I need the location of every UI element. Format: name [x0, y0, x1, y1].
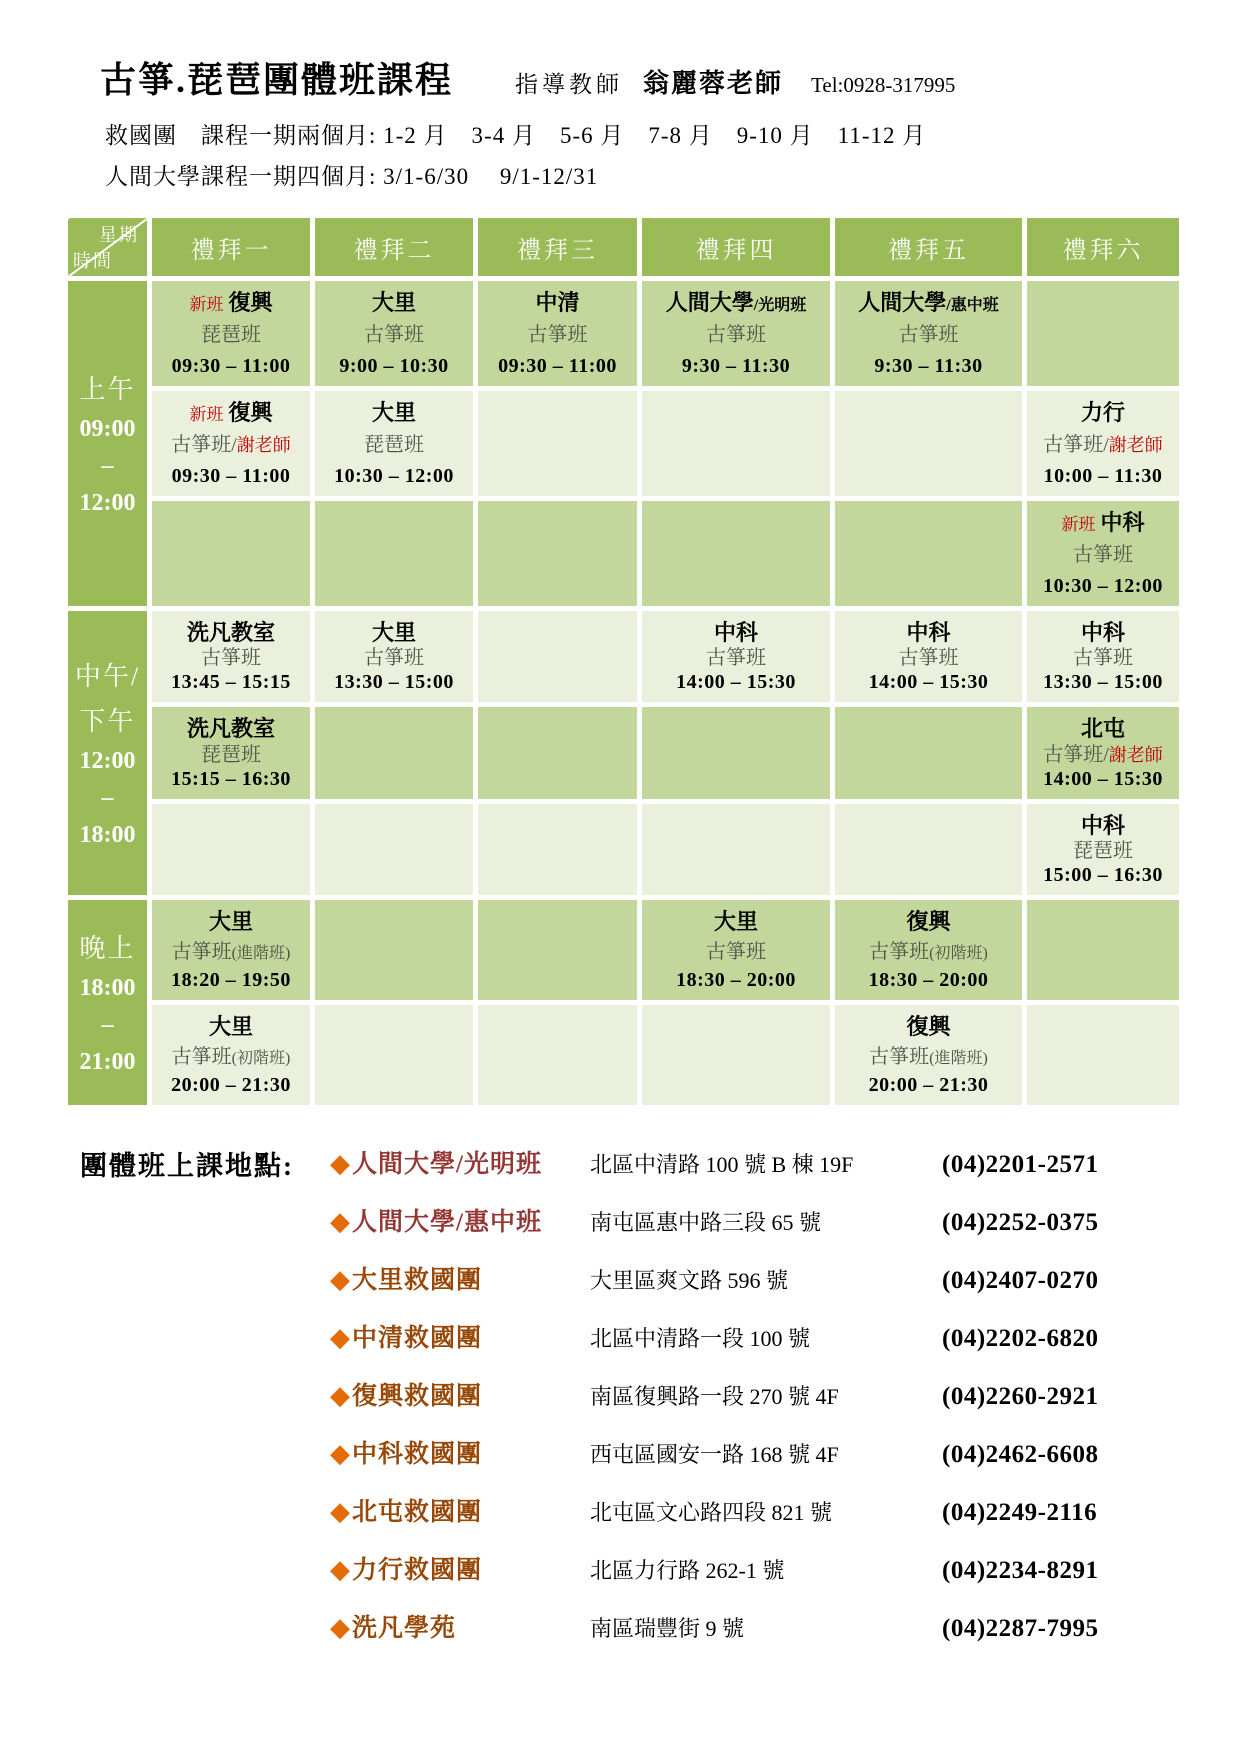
empty-cell: [640, 499, 833, 609]
phone-number: Tel:0928-317995: [811, 73, 956, 97]
new-class-badge: 新班: [1061, 515, 1096, 534]
class-location: 中科: [1080, 620, 1125, 645]
class-location: 人間大學: [665, 290, 754, 315]
empty-cell: [833, 801, 1025, 897]
class-location-line: [154, 620, 308, 646]
location-phone: (04)2202-6820: [942, 1325, 1099, 1353]
time-label-line: –: [101, 452, 114, 479]
empty-cell: [833, 705, 1025, 801]
empty-cell: [640, 1003, 833, 1108]
class-location: 大里: [371, 290, 416, 315]
class-cell: [640, 609, 833, 705]
empty-cell: [1025, 898, 1182, 1003]
class-name-line: [154, 433, 308, 457]
diamond-icon: ◆: [330, 1497, 350, 1527]
class-time: 14:00 – 15:30: [1043, 767, 1163, 790]
empty-cell: [150, 499, 313, 609]
class-cell: [150, 1003, 313, 1108]
location-item: [330, 1318, 1098, 1355]
location-address: 北屯區文心路四段 821 號: [590, 1500, 833, 1526]
class-location: 洗凡教室: [186, 620, 275, 645]
corner-time-label: 時間: [73, 251, 113, 271]
class-cell: [833, 1003, 1025, 1108]
time-label-line: 09:00: [79, 415, 136, 442]
class-cell-content: [1027, 501, 1179, 606]
class-name-line: [1029, 839, 1177, 863]
empty-cell: [313, 898, 476, 1003]
class-cell: [313, 389, 476, 499]
class-location: 大里: [371, 620, 416, 645]
time-label-line: –: [101, 784, 114, 811]
schedule-row: [66, 1003, 1182, 1108]
class-time: 09:30 – 11:00: [171, 354, 291, 377]
class-name: 古箏班: [1073, 544, 1133, 567]
time-label-line: 上午: [79, 374, 136, 404]
class-cell-content: [1027, 611, 1179, 702]
class-cell: [150, 609, 313, 705]
class-name: 古箏班: [869, 940, 930, 963]
day-header-mon: 禮拜一: [150, 216, 313, 279]
diamond-icon: ◆: [330, 1555, 350, 1585]
locations-label: 團體班上課地點:: [80, 1151, 294, 1182]
location-phone: (04)2252-0375: [942, 1209, 1099, 1237]
location-name: 復興救國團: [352, 1383, 483, 1411]
diamond-icon: ◆: [330, 1265, 350, 1295]
empty-cell: [313, 499, 476, 609]
empty-cell: [833, 499, 1025, 609]
class-name-line: [644, 646, 828, 670]
class-location: 中清: [535, 290, 580, 315]
location-name: 北屯救國團: [352, 1499, 483, 1527]
teacher-name: 謝老師: [1108, 435, 1163, 456]
class-name-line: [480, 323, 635, 347]
class-name-line: [154, 940, 308, 964]
page-title: 古箏.琵琶團體班課程: [100, 60, 454, 100]
class-level: (進階班): [231, 944, 291, 962]
class-cell: [833, 898, 1025, 1003]
class-cell-content: [1027, 804, 1179, 895]
class-location-line: [837, 909, 1020, 935]
class-location: 中科: [906, 620, 951, 645]
location-address: 北區力行路 262-1 號: [590, 1558, 785, 1584]
instructor-label: 指導教師: [515, 72, 624, 97]
class-cell: [1025, 801, 1182, 897]
class-name-line: [1029, 543, 1177, 567]
empty-cell: [476, 389, 640, 499]
class-cell-content: [835, 900, 1022, 1000]
class-cell-content: [152, 707, 310, 798]
class-location-line: [154, 716, 308, 742]
class-location: 大里: [208, 1014, 253, 1040]
time-label-line: 晚上: [79, 933, 136, 963]
empty-cell: [476, 609, 640, 705]
location-phone: (04)2249-2116: [942, 1499, 1098, 1527]
class-location-line: [1029, 813, 1177, 839]
class-time: 9:30 – 11:30: [681, 354, 791, 377]
class-name: 琵琶班: [201, 743, 261, 766]
location-phone: (04)2201-2571: [942, 1151, 1099, 1179]
location-name: 洗凡學苑: [352, 1615, 457, 1643]
class-name: 琵琶班: [1073, 840, 1133, 863]
class-location-line: [837, 620, 1020, 646]
day-header-fri: 禮拜五: [833, 216, 1025, 279]
class-cell: [313, 609, 476, 705]
schedule-row: [66, 279, 1182, 389]
diamond-icon: ◆: [330, 1439, 350, 1469]
class-name-line: [837, 646, 1020, 670]
term-info-line-1: 救國團 課程一期兩個月: 1-2 月 3-4 月 5-6 月 7-8 月 9-10 月 11-12 月: [105, 123, 927, 148]
class-location: 北屯: [1080, 716, 1125, 742]
locations-section: [80, 1144, 1241, 1666]
class-time: 14:00 – 15:30: [676, 671, 796, 694]
empty-cell: [833, 389, 1025, 499]
location-item: [330, 1550, 1098, 1587]
class-cell: [150, 705, 313, 801]
class-name-line: [1029, 433, 1177, 457]
time-block-label: [66, 609, 150, 898]
class-location: 復興: [906, 909, 951, 935]
class-time: 9:00 – 10:30: [339, 354, 449, 377]
location-name: 力行救國團: [352, 1557, 483, 1585]
class-name-line: [644, 323, 828, 347]
class-name: 古箏班: [171, 940, 232, 963]
class-time: 13:30 – 15:00: [1043, 671, 1163, 694]
class-location-line: [317, 620, 471, 646]
location-phone: (04)2287-7995: [942, 1615, 1099, 1643]
class-name: 古箏班: [706, 324, 766, 347]
time-label-line: 21:00: [79, 1048, 136, 1075]
schedule-row: [66, 609, 1182, 705]
class-cell: [150, 898, 313, 1003]
class-name: 琵琶班: [364, 434, 424, 457]
location-address: 南區復興路一段 270 號 4F: [590, 1384, 839, 1410]
class-location-line: [644, 909, 828, 935]
empty-cell: [313, 801, 476, 897]
class-cell-content: [1027, 707, 1179, 798]
class-name-line: [154, 743, 308, 767]
class-location: 人間大學: [858, 290, 947, 315]
class-cell: [1025, 389, 1182, 499]
class-cell-content: [152, 611, 310, 702]
class-cell-content: [152, 391, 310, 496]
schedule-row: [66, 898, 1182, 1003]
class-cell: [1025, 499, 1182, 609]
schedule-row: [66, 499, 1182, 609]
class-name-line: [317, 323, 471, 347]
document-header: [0, 0, 1241, 103]
class-name: 古箏班: [364, 647, 424, 670]
class-cell-content: [315, 611, 473, 702]
new-class-badge: 新班: [189, 405, 224, 424]
class-cell: [640, 898, 833, 1003]
class-time: 15:15 – 16:30: [171, 767, 291, 790]
diamond-icon: ◆: [330, 1149, 350, 1179]
class-cell: [640, 279, 833, 389]
corner-cell: [66, 216, 150, 279]
class-name: 古箏班: [898, 324, 959, 347]
location-name: 人間大學/光明班: [352, 1151, 542, 1179]
new-class-badge: 新班: [189, 295, 224, 314]
empty-cell: [476, 1003, 640, 1108]
class-name-line: [837, 323, 1020, 347]
time-label-line: 下午: [79, 706, 136, 736]
location-address: 大里區爽文路 596 號: [590, 1268, 789, 1294]
class-cell: [150, 389, 313, 499]
location-item: [330, 1144, 1098, 1181]
time-block-label: [66, 279, 150, 609]
location-address: 南區瑞豐街 9 號: [590, 1616, 745, 1642]
class-location-line: [154, 1014, 308, 1040]
class-location-line: [154, 400, 308, 426]
location-address: 南屯區惠中路三段 65 號: [590, 1210, 822, 1236]
class-name: 古箏班/: [1043, 743, 1109, 766]
class-location-line: [644, 620, 828, 646]
class-cell: [476, 279, 640, 389]
class-name-line: [317, 433, 471, 457]
class-location-line: [837, 290, 1020, 316]
class-location: 大里: [371, 400, 416, 425]
empty-cell: [476, 801, 640, 897]
class-cell: [1025, 609, 1182, 705]
class-time: 18:30 – 20:00: [868, 969, 989, 992]
class-location-line: [317, 400, 471, 426]
class-cell-content: [835, 611, 1022, 702]
day-header-sat: 禮拜六: [1025, 216, 1182, 279]
teacher-name: 謝老師: [236, 435, 291, 456]
location-item: [330, 1492, 1098, 1529]
class-location: 力行: [1080, 400, 1125, 425]
class-cell-content: [835, 281, 1022, 386]
class-cell-content: [152, 1005, 310, 1105]
location-address: 北區中清路一段 100 號: [590, 1326, 811, 1352]
class-location: 中科: [713, 620, 758, 645]
class-location-line: [1029, 510, 1177, 536]
class-name-line: [154, 323, 308, 347]
class-location: 中科: [1100, 510, 1145, 535]
empty-cell: [476, 705, 640, 801]
class-location-line: [480, 290, 635, 316]
class-location: 復興: [906, 1014, 951, 1040]
class-name: 古箏班/: [171, 434, 237, 457]
class-time: 15:00 – 16:30: [1043, 864, 1163, 887]
class-time: 09:30 – 11:00: [498, 354, 617, 377]
class-cell-content: [642, 281, 830, 386]
day-header-tue: 禮拜二: [313, 216, 476, 279]
day-header-row: [66, 216, 1182, 279]
class-cell-content: [1027, 391, 1179, 496]
empty-cell: [476, 898, 640, 1003]
location-name: 中清救國團: [352, 1325, 483, 1353]
class-time: 10:30 – 12:00: [334, 464, 454, 487]
class-location: 大里: [208, 909, 253, 935]
class-name-line: [317, 646, 471, 670]
diamond-icon: ◆: [330, 1207, 350, 1237]
class-location-branch: /惠中班: [946, 297, 999, 314]
class-location-line: [317, 290, 471, 316]
location-phone: (04)2407-0270: [942, 1267, 1099, 1295]
class-cell: [150, 279, 313, 389]
class-time: 20:00 – 21:30: [868, 1074, 989, 1097]
class-name: 古箏班: [364, 324, 424, 347]
timetable-body: [66, 279, 1182, 1108]
class-time: 18:20 – 19:50: [171, 969, 291, 992]
class-name: 古箏班: [527, 324, 588, 347]
diamond-icon: ◆: [330, 1381, 350, 1411]
class-time: 14:00 – 15:30: [868, 671, 989, 694]
day-header-wed: 禮拜三: [476, 216, 640, 279]
class-name: 琵琶班: [201, 324, 261, 347]
location-item: [330, 1202, 1098, 1239]
class-name-line: [1029, 646, 1177, 670]
class-location: 大里: [713, 909, 758, 935]
time-block-label: [66, 898, 150, 1108]
location-name: 人間大學/惠中班: [352, 1209, 542, 1237]
class-cell-content: [315, 281, 473, 386]
diamond-icon: ◆: [330, 1323, 350, 1353]
class-location: 洗凡教室: [186, 716, 275, 742]
class-cell-content: [152, 281, 310, 386]
class-time: 09:30 – 11:00: [171, 464, 291, 487]
class-name-line: [644, 940, 828, 964]
class-cell: [833, 279, 1025, 389]
class-location-line: [154, 290, 308, 316]
location-item: [330, 1434, 1098, 1471]
class-level: (進階班): [929, 1049, 988, 1067]
time-label-line: 18:00: [79, 974, 136, 1001]
class-time: 20:00 – 21:30: [171, 1074, 291, 1097]
class-name-line: [837, 940, 1020, 964]
empty-cell: [476, 499, 640, 609]
locations-list: [330, 1144, 1098, 1666]
timetable: [63, 213, 1184, 1110]
class-level: (初階班): [929, 944, 988, 962]
location-phone: (04)2462-6608: [942, 1441, 1099, 1469]
diamond-icon: ◆: [330, 1613, 350, 1643]
empty-cell: [1025, 1003, 1182, 1108]
class-time: 10:00 – 11:30: [1043, 464, 1163, 487]
time-label-line: –: [101, 1011, 114, 1038]
time-label-line: 12:00: [79, 747, 136, 774]
time-label-line: 中午/: [74, 661, 141, 691]
class-name-line: [837, 1045, 1020, 1069]
class-cell: [313, 279, 476, 389]
schedule-row: [66, 705, 1182, 801]
class-location-line: [837, 1014, 1020, 1040]
class-name: 古箏班: [706, 647, 766, 670]
class-location-line: [644, 290, 828, 316]
empty-cell: [313, 1003, 476, 1108]
instructor-name: 翁麗蓉老師: [643, 69, 784, 98]
class-location-line: [1029, 400, 1177, 426]
location-phone: (04)2234-8291: [942, 1557, 1099, 1585]
class-location: 復興: [228, 400, 273, 425]
location-address: 北區中清路 100 號 B 棟 19F: [590, 1152, 854, 1178]
location-item: [330, 1376, 1098, 1413]
class-name-line: [154, 646, 308, 670]
class-name: 古箏班: [898, 647, 959, 670]
term-info-line-2: 人間大學課程一期四個月: 3/1-6/30 9/1-12/31: [105, 164, 599, 189]
class-name: 古箏班/: [1043, 434, 1109, 457]
location-name: 大里救國團: [352, 1267, 483, 1295]
empty-cell: [640, 801, 833, 897]
location-address: 西屯區國安一路 168 號 4F: [590, 1442, 839, 1468]
class-location-line: [1029, 716, 1177, 742]
class-time: 13:30 – 15:00: [334, 671, 454, 694]
class-name: 古箏班: [171, 1045, 232, 1068]
empty-cell: [313, 705, 476, 801]
class-cell-content: [152, 900, 310, 1000]
empty-cell: [640, 705, 833, 801]
class-cell-content: [642, 900, 830, 1000]
empty-cell: [640, 389, 833, 499]
class-cell-content: [835, 1005, 1022, 1105]
location-item: [330, 1608, 1098, 1645]
location-phone: (04)2260-2921: [942, 1383, 1099, 1411]
location-item: [330, 1260, 1098, 1297]
class-level: (初階班): [231, 1049, 291, 1067]
class-location: 復興: [228, 290, 273, 315]
class-cell: [833, 609, 1025, 705]
empty-cell: [150, 801, 313, 897]
class-time: 13:45 – 15:15: [171, 671, 291, 694]
schedule-row: [66, 389, 1182, 499]
schedule-row: [66, 801, 1182, 897]
teacher-name: 謝老師: [1108, 744, 1163, 765]
class-location-branch: /光明班: [753, 297, 807, 314]
class-cell-content: [642, 611, 830, 702]
class-time: 10:30 – 12:00: [1043, 574, 1163, 597]
time-label-line: 18:00: [79, 821, 136, 848]
time-label-line: 12:00: [79, 489, 136, 516]
class-name-line: [1029, 743, 1177, 767]
class-cell: [1025, 705, 1182, 801]
day-header-thu: 禮拜四: [640, 216, 833, 279]
class-location-line: [1029, 620, 1177, 646]
class-name: 古箏班: [1073, 647, 1133, 670]
class-time: 18:30 – 20:00: [676, 969, 796, 992]
class-location: 中科: [1080, 812, 1125, 838]
class-name-line: [154, 1045, 308, 1069]
location-name: 中科救國團: [352, 1441, 483, 1469]
class-location-line: [154, 909, 308, 935]
empty-cell: [1025, 279, 1182, 389]
class-cell-content: [478, 281, 637, 386]
corner-week-label: 星期: [99, 225, 139, 245]
class-name: 古箏班: [201, 647, 261, 670]
class-name: 古箏班: [869, 1045, 930, 1068]
class-name: 古箏班: [706, 940, 766, 963]
class-cell-content: [315, 391, 473, 496]
class-time: 9:30 – 11:30: [874, 354, 983, 377]
